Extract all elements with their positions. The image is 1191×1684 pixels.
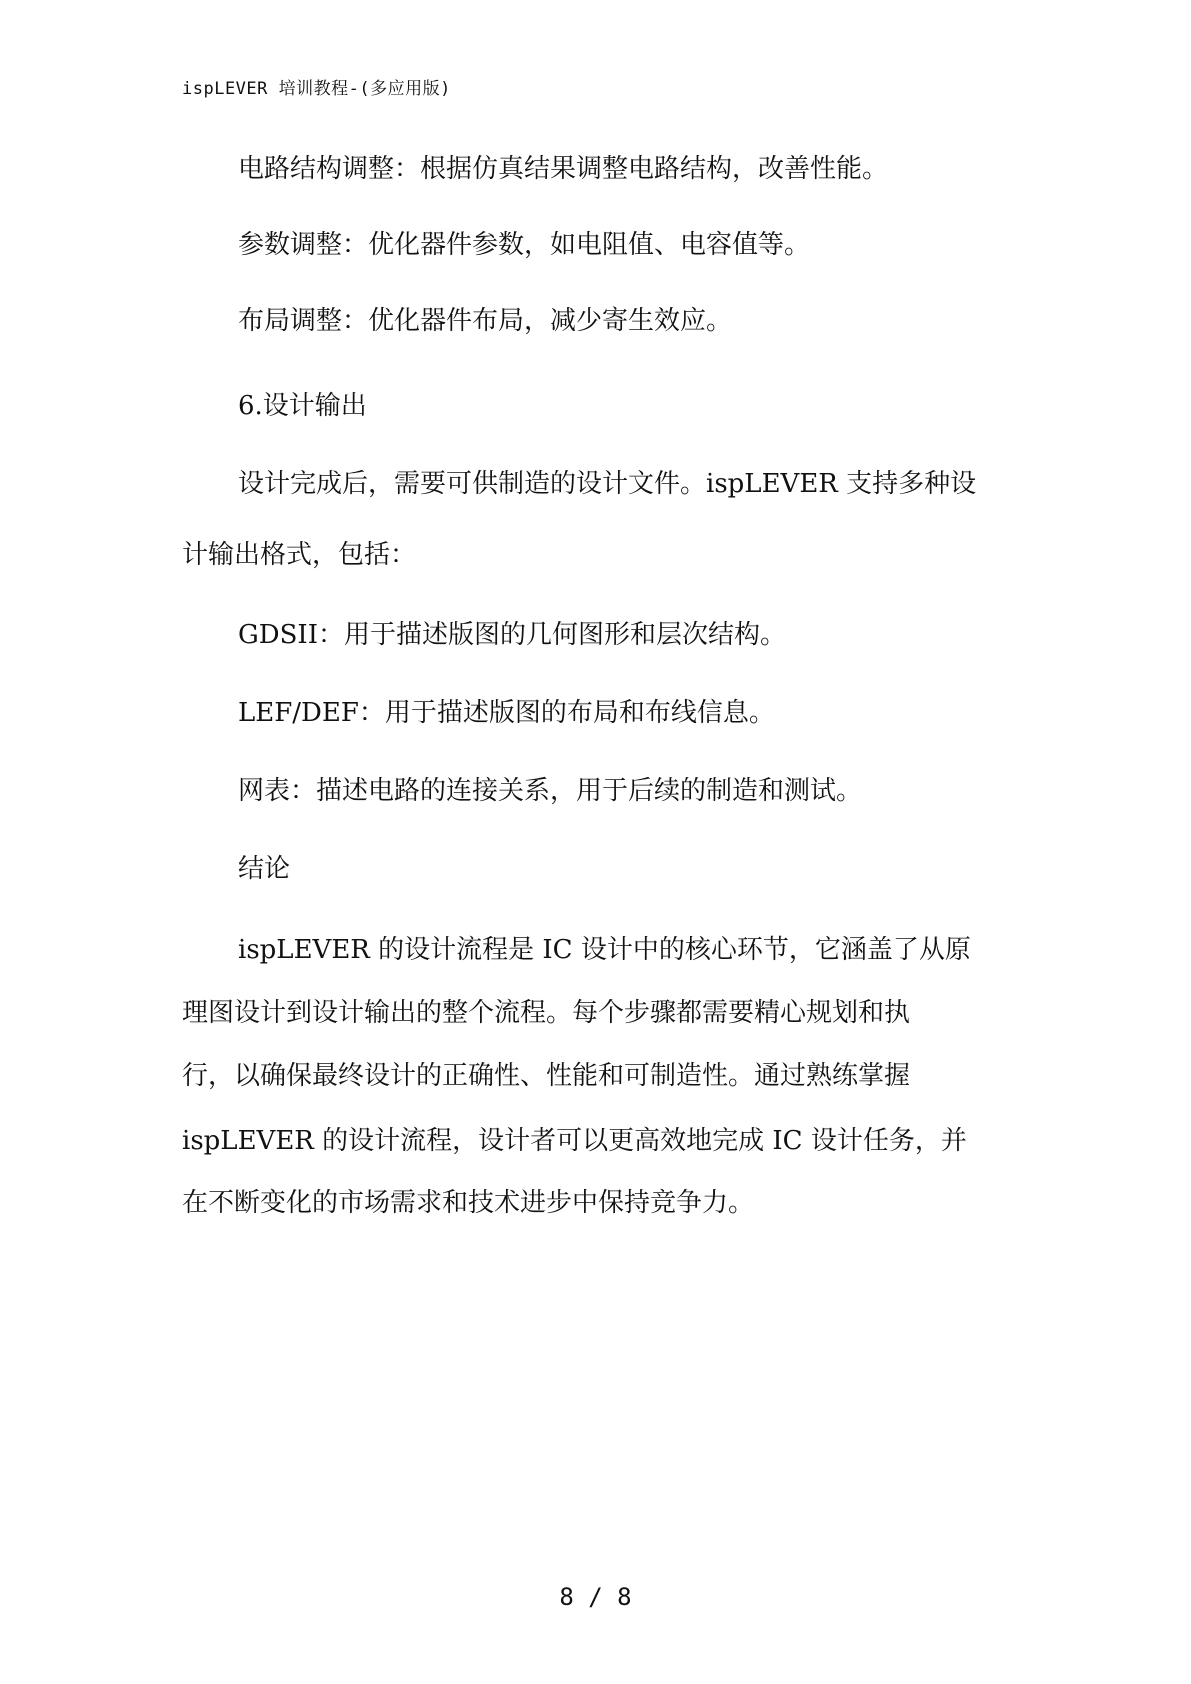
running-header: ispLEVER 培训教程-(多应用版) (182, 79, 451, 99)
paragraph-conclusion-line-3: 行，以确保最终设计的正确性、性能和可制造性。通过熟练掌握 (182, 1061, 911, 1091)
paragraph-circuit-structure: 电路结构调整：根据仿真结果调整电路结构，改善性能。 (238, 154, 889, 184)
page-number: 8 / 8 (559, 1583, 632, 1611)
paragraph-design-output-line-2: 计输出格式，包括： (182, 540, 417, 570)
paragraph-conclusion-line-5: 在不断变化的市场需求和技术进步中保持竞争力。 (182, 1188, 755, 1218)
paragraph-parameter-adjustment: 参数调整：优化器件参数，如电阻值、电容值等。 (238, 230, 811, 260)
paragraph-conclusion-line-1: ispLEVER 的设计流程是 IC 设计中的核心环节，它涵盖了从原 (238, 935, 971, 965)
paragraph-netlist: 网表：描述电路的连接关系，用于后续的制造和测试。 (238, 776, 863, 806)
paragraph-design-output-line-1: 设计完成后，需要可供制造的设计文件。ispLEVER 支持多种设 (238, 469, 977, 499)
conclusion-heading: 结论 (238, 854, 291, 884)
paragraph-lef-def: LEF/DEF：用于描述版图的布局和布线信息。 (238, 698, 775, 728)
section-heading-design-output: 6.设计输出 (238, 391, 367, 421)
paragraph-gdsii: GDSII：用于描述版图的几何图形和层次结构。 (238, 620, 786, 650)
paragraph-conclusion-line-2: 理图设计到设计输出的整个流程。每个步骤都需要精心规划和执 (182, 998, 911, 1028)
paragraph-conclusion-line-4: ispLEVER 的设计流程，设计者可以更高效地完成 IC 设计任务，并 (182, 1126, 967, 1156)
paragraph-layout-adjustment: 布局调整：优化器件布局，减少寄生效应。 (238, 306, 733, 336)
